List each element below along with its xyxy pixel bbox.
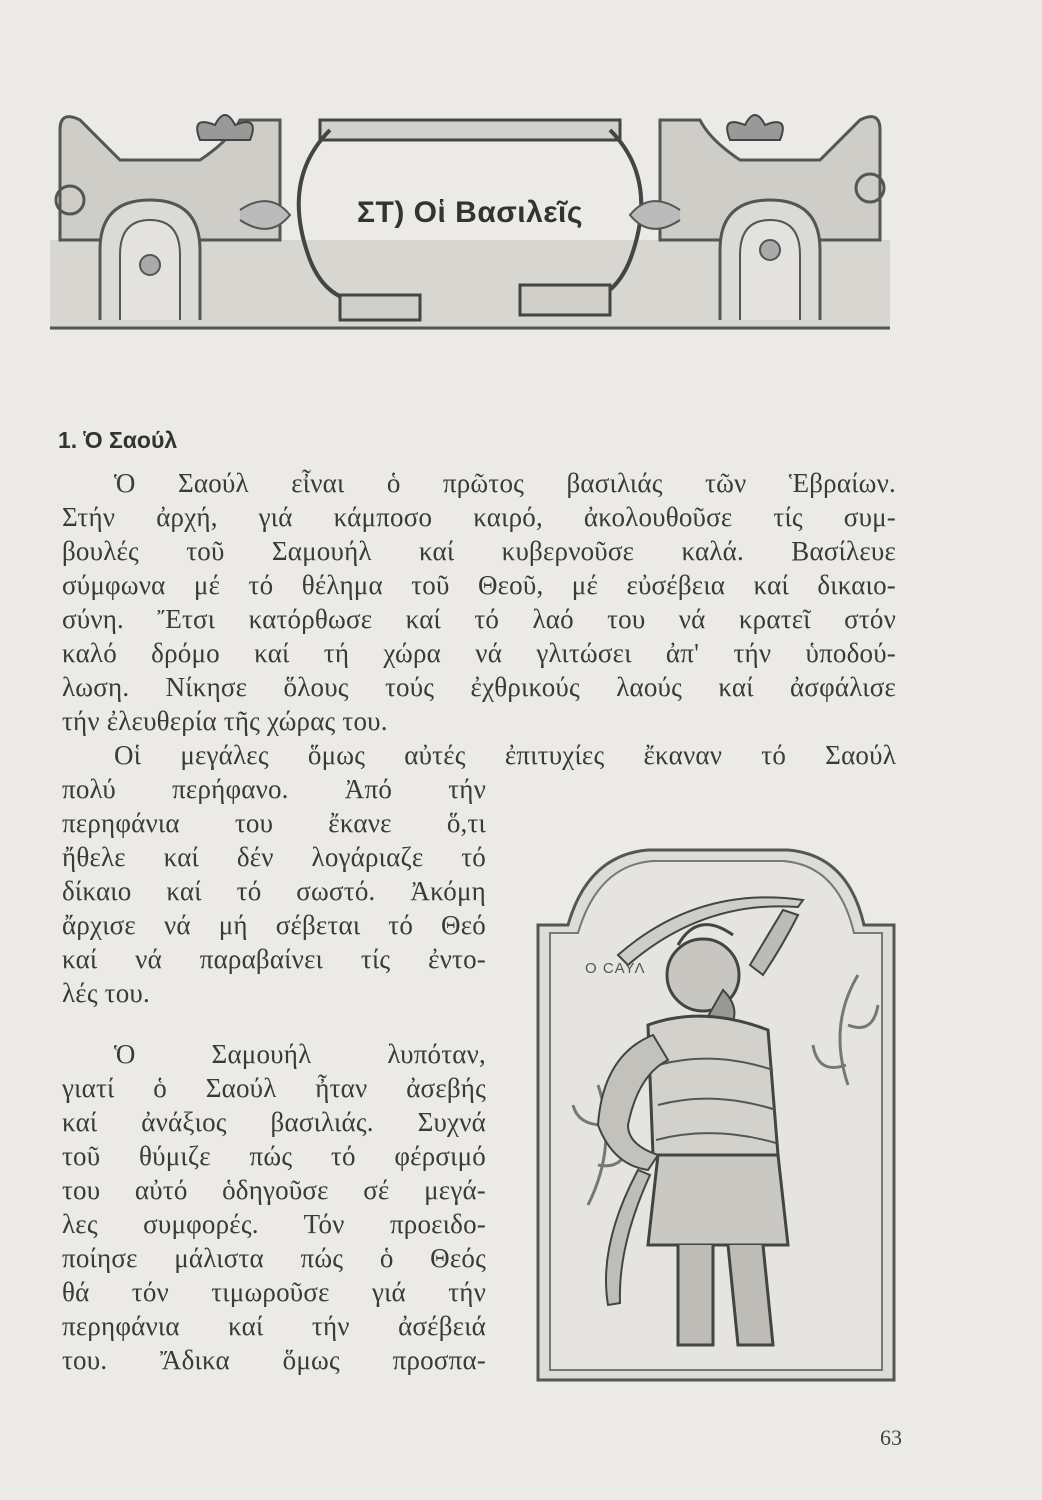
text-line: δίκαιο καί τό σωστό. Ἀκόμη bbox=[62, 876, 486, 906]
text-line: σύνη. Ἔτσι κατόρθωσε καί τό λαό του νά κρατεῖ στόν bbox=[62, 604, 896, 634]
paragraph-2-first-line bbox=[62, 738, 896, 772]
paragraph-2 bbox=[62, 772, 486, 1010]
text-line: καί νά παραβαίνει τίς ἐντο- bbox=[62, 944, 486, 974]
text-line: Οἱ μεγάλες ὅμως αὐτές ἐπιτυχίες ἔκαναν τό Σαούλ bbox=[114, 740, 896, 770]
text-line: θά τόν τιμωροῦσε γιά τήν bbox=[62, 1277, 486, 1307]
text-line: πολύ περήφανο. Ἀπό τήν bbox=[62, 774, 486, 804]
text-line: καλό δρόμο καί τή χώρα νά γλιτώσει ἀπ' τήν ὑποδού- bbox=[62, 638, 896, 668]
text-line: περηφάνια του ἔκανε ὅ,τι bbox=[62, 808, 486, 838]
text-line: του αὐτό ὁδηγοῦσε σέ μεγά- bbox=[62, 1175, 486, 1205]
text-line: σύμφωνα μέ τό θέλημα τοῦ Θεοῦ, μέ εὐσέβεια καί δικαιο- bbox=[62, 570, 896, 600]
text-line: Ὁ Σαμουήλ λυπόταν, bbox=[114, 1039, 486, 1069]
text-line: ἤθελε καί δέν λογάριαζε τό bbox=[62, 842, 486, 872]
text-line: λές του. bbox=[62, 978, 150, 1008]
text-line: τοῦ θύμιζε πώς τό φέρσιμό bbox=[62, 1141, 486, 1171]
paragraph-3 bbox=[62, 1037, 486, 1377]
text-line: Ὁ Σαούλ εἶναι ὁ πρῶτος βασιλιάς τῶν Ἑβραίων. bbox=[114, 468, 896, 498]
text-line: γιατί ὁ Σαούλ ἦταν ἀσεβής bbox=[62, 1073, 486, 1103]
chapter-title: ΣΤ) Οἱ Βασιλεῖς bbox=[357, 196, 583, 229]
text-line: τήν ἐλευθερία τῆς χώρας του. bbox=[62, 706, 388, 736]
text-line: ἄρχισε νά μή σέβεται τό Θεό bbox=[62, 910, 486, 940]
figure-caption: Ο CΑΥΛ bbox=[585, 960, 646, 977]
paragraph-1 bbox=[62, 466, 896, 738]
saul-icon-illustration bbox=[528, 825, 904, 1385]
page-number: 63 bbox=[880, 1425, 902, 1450]
text-line: καί ἀνάξιος βασιλιάς. Συχνά bbox=[62, 1107, 486, 1137]
section-heading: 1. Ὁ Σαούλ bbox=[58, 427, 178, 453]
text-line: λωση. Νίκησε ὅλους τούς ἐχθρικούς λαούς καί ἀσφάλισε bbox=[62, 672, 896, 702]
text-line: περηφάνια καί τήν ἀσέβειά bbox=[62, 1311, 486, 1341]
text-line: βουλές τοῦ Σαμουήλ καί κυβερνοῦσε καλά. Βασίλευε bbox=[62, 536, 896, 566]
text-line: ποίησε μάλιστα πώς ὁ Θεός bbox=[62, 1243, 486, 1273]
text-line: του. Ἄδικα ὅμως προσπα- bbox=[62, 1345, 486, 1375]
text-line: Στήν ἀρχή, γιά κάμποσο καιρό, ἀκολουθοῦσε τίς συμ- bbox=[62, 502, 896, 532]
text-line: λες συμφορές. Τόν προειδο- bbox=[62, 1209, 486, 1239]
